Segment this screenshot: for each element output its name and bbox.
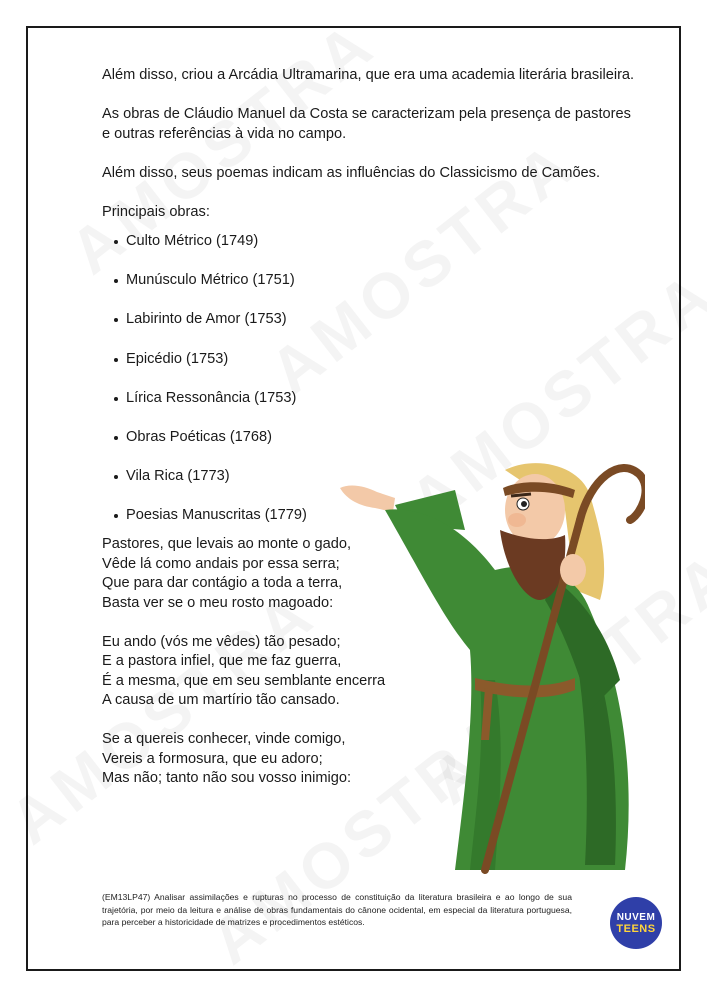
list-item: Culto Métrico (1749): [102, 232, 642, 271]
poem-line: Vêde lá como andais por essa serra;: [102, 555, 340, 572]
poem-line: E a pastora infiel, que me faz guerra,: [102, 653, 342, 670]
paragraph: Além disso, seus poemas indicam as influências do Classicismo de Camões.: [102, 164, 601, 181]
works-heading: Principais obras:: [102, 203, 210, 220]
list-item: Lírica Ressonância (1753): [102, 389, 642, 428]
poem-line: Mas não; tanto não sou vosso inimigo:: [102, 770, 352, 787]
footer-note: (EM13LP47) Analisar assimilações e rupturas no processo de constituição da literatura brasileira e ao longo de sua trajetória, por meio da leitura e análise de obras fundamentais do cânone ocidental, em especial da literatura portuguesa, para perceber a historicidade de matrizes e procedimentos estéticos.: [102, 892, 572, 927]
poem-line: Eu ando (vós me vêdes) tão pesado;: [102, 633, 341, 650]
poem-line: Que para dar contágio a toda a terra,: [102, 575, 343, 592]
poem-line: Pastores, que levais ao monte o gado,: [102, 536, 352, 553]
list-item: Epicédio (1753): [102, 350, 642, 389]
list-item: Munúsculo Métrico (1751): [102, 271, 642, 310]
paragraph: Além disso, criou a Arcádia Ultramarina, que era uma academia literária brasileira.: [102, 67, 635, 83]
poem-line: Se a quereis conhecer, vinde comigo,: [102, 731, 346, 748]
logo-line-2: TEENS: [616, 922, 656, 935]
list-item: Poesias Manuscritas (1779): [102, 506, 642, 535]
shepherd-illustration: [335, 450, 645, 880]
nuvem-teens-logo: [610, 897, 662, 949]
poem-line: Basta ver se o meu rosto magoado:: [102, 594, 334, 611]
poem-line: É a mesma, que em seu semblante encerra: [102, 672, 386, 689]
list-item: Labirinto de Amor (1753): [102, 310, 642, 349]
poem-line: A causa de um martírio tão cansado.: [102, 692, 340, 709]
list-item: Obras Poéticas (1768): [102, 428, 642, 467]
list-item: Vila Rica (1773): [102, 467, 642, 506]
paragraph: As obras de Cláudio Manuel da Costa se caracterizam pela presença de pastores e outras referências à vida no campo.: [102, 106, 631, 142]
logo-line-1: NUVEM: [616, 911, 656, 923]
poem-line: Vereis a formosura, que eu adoro;: [102, 750, 323, 767]
